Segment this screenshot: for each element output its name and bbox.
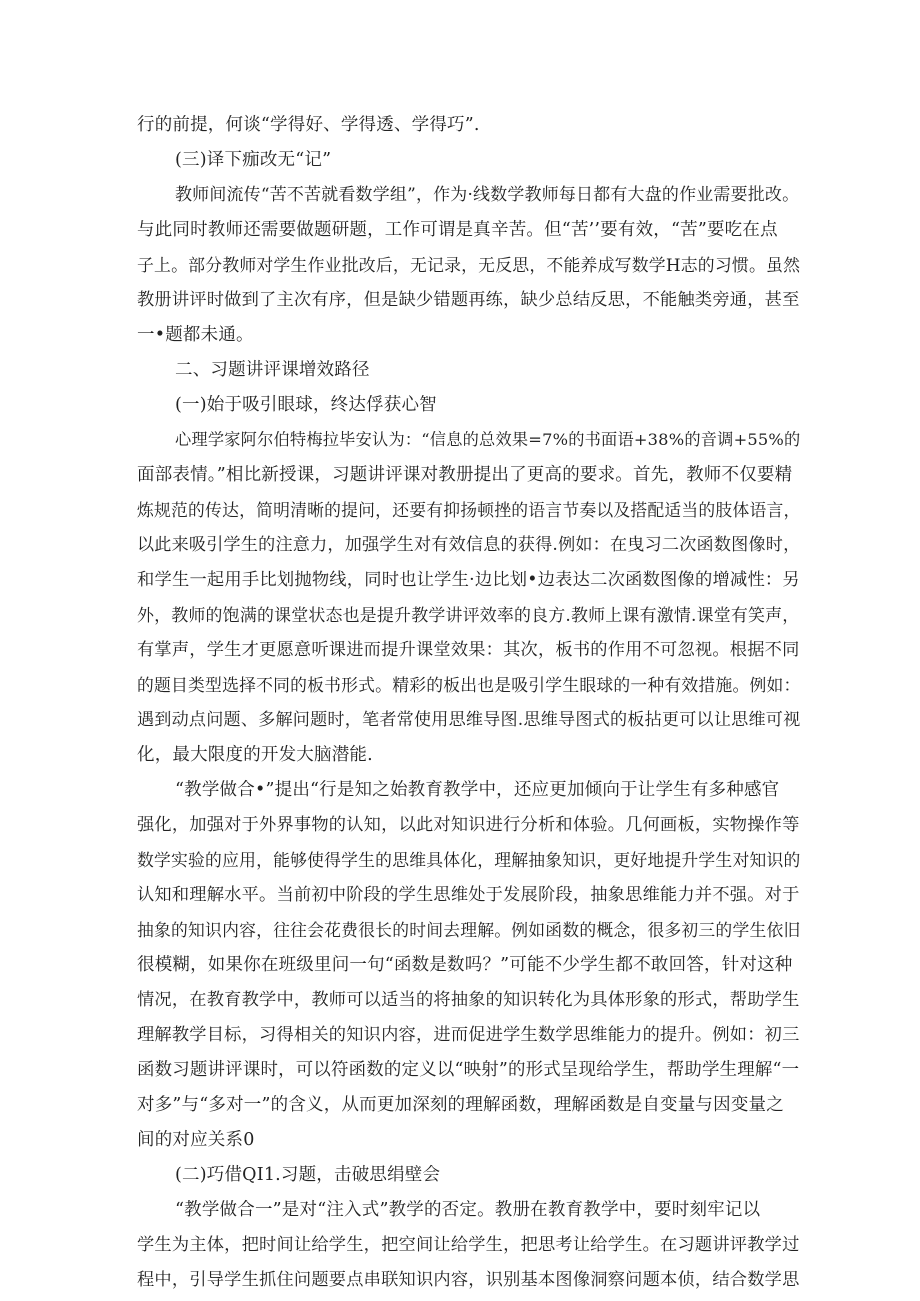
text-line: 强化，加强对于外界事物的认知，以此对知识进行分析和体验。几何画板，实物操作等 <box>137 815 800 835</box>
text-line: 和学生一起用手比划抛物线，同时也让学生·边比划•边表达二次函数图像的增减性：另 <box>137 570 800 590</box>
text-line: 很模糊，如果你在班级里问一句“函数是数吗？”可能不少学生都不敢回答，针对这种 <box>137 955 793 975</box>
text-line: 认知和理解水平。当前初中阶段的学生思维处于发展阶段，抽象思维能力并不强。对于 <box>137 885 800 905</box>
section-heading: 二、习题讲评课增效路径 <box>175 360 370 380</box>
text-line: 面部表情。”相比新授课，习题讲评课对教册提出了更高的要求。首先，教师不仅要精 <box>137 465 793 485</box>
text-line: 行的前提，何谈“学得好、学得透、学得巧”. <box>137 115 480 135</box>
text-line: 遇到动点问题、多解问题时，笔者常使用思维导图.思维导图式的板拈更可以让思维可视 <box>137 710 801 730</box>
text-line: 的题目类型选择不同的板书形式。精彩的板出也是吸引学生眼球的一种有效措施。例如： <box>137 675 801 695</box>
text-line: 教册讲评时做到了主次有序，但是缺少错题再练，缺少总结反思，不能触类旁通，甚至 <box>137 290 800 310</box>
text-line: 数学实验的应用，能够使得学生的思维具体化，理解抽象知识，更好地提升学生对知识的 <box>137 850 801 870</box>
sub-heading: (一)始于吸引眼球，终达俘获心智 <box>175 395 437 415</box>
text-line: 一•题都未通。 <box>137 325 254 345</box>
text-line: 子上。部分教师对学生作业批改后，无记录，无反思，不能养成写数学H志的习惯。虽然 <box>137 255 801 275</box>
text-line: 有掌声，学生才更愿意听课进而提升课堂效果：其次，板书的作用不可忽视。根据不同 <box>137 640 800 660</box>
text-line: 程中，引导学生抓住问题要点串联知识内容，识别基本图像洞察问题本侦，结合数学思 <box>137 1270 800 1290</box>
text-line: 情况，在教育教学中，教师可以适当的将抽象的知识转化为具体形象的形式，帮助学生 <box>137 990 800 1010</box>
text-line: 与此同时教师还需要做题研题，工作可谓是真辛苦。但“苦’’要有效，“苦”要吃在点 <box>137 220 778 240</box>
text-line: 外，教师的饱满的课堂状态也是提升教学讲评效率的良方.教师上课有激情.课堂有笑声， <box>137 605 800 625</box>
text-line: 以此来吸引学生的注意力，加强学生对有效信息的获得.例如：在曳习二次函数图像时， <box>137 535 801 555</box>
text-line: 心理学家阿尔伯特梅拉毕安认为：“信息的总效果=7%的书面语+38%的音调+55%的 <box>175 430 801 449</box>
text-line: 函数习题讲评课时，可以符函数的定义以“映射”的形式呈现给学生，帮助学生理解“一 <box>137 1060 800 1080</box>
text-line: 学生为主体，把时间让给学生，把空间让给学生，把思考让给学生。在习题讲评教学过 <box>137 1235 800 1255</box>
sub-heading: (二)巧借QI1.习题，击破思绢壁会 <box>175 1165 441 1185</box>
text-line: “教学做合•”提出“行是知之始教育教学中，还应更加倾向于让学生有多种感官 <box>175 780 780 800</box>
text-line: 化，最大限度的开发大脑潜能. <box>137 745 373 765</box>
text-line: 理解教学目标，习得相关的知识内容，进而促进学生数学思维能力的提升。例如：初三 <box>137 1025 800 1045</box>
text-line: 炼规范的传达，简明清晰的提问，还要有抑扬顿挫的语言节奏以及搭配适当的肢体语言， <box>137 500 801 520</box>
sub-heading: (三)译下痂改无“记” <box>175 150 332 170</box>
text-line: 对多”与“多对一”的含义，从而更加深刻的理解函数，理解函数是自变量与因变量之 <box>137 1095 784 1115</box>
text-line: 教师间流传“苦不苦就看数学组”，作为·线数学教师每日都有大盘的作业需要批改。 <box>175 185 800 205</box>
text-line: “教学做合一”是对“注入式”教学的否定。教册在教育教学中，要时刻牢记以 <box>175 1200 761 1220</box>
text-line: 抽象的知识内容，往往会花费很长的时间去理解。例如函数的概念，很多初三的学生依旧 <box>137 920 801 940</box>
text-line: 间的对应关系0 <box>137 1130 255 1150</box>
